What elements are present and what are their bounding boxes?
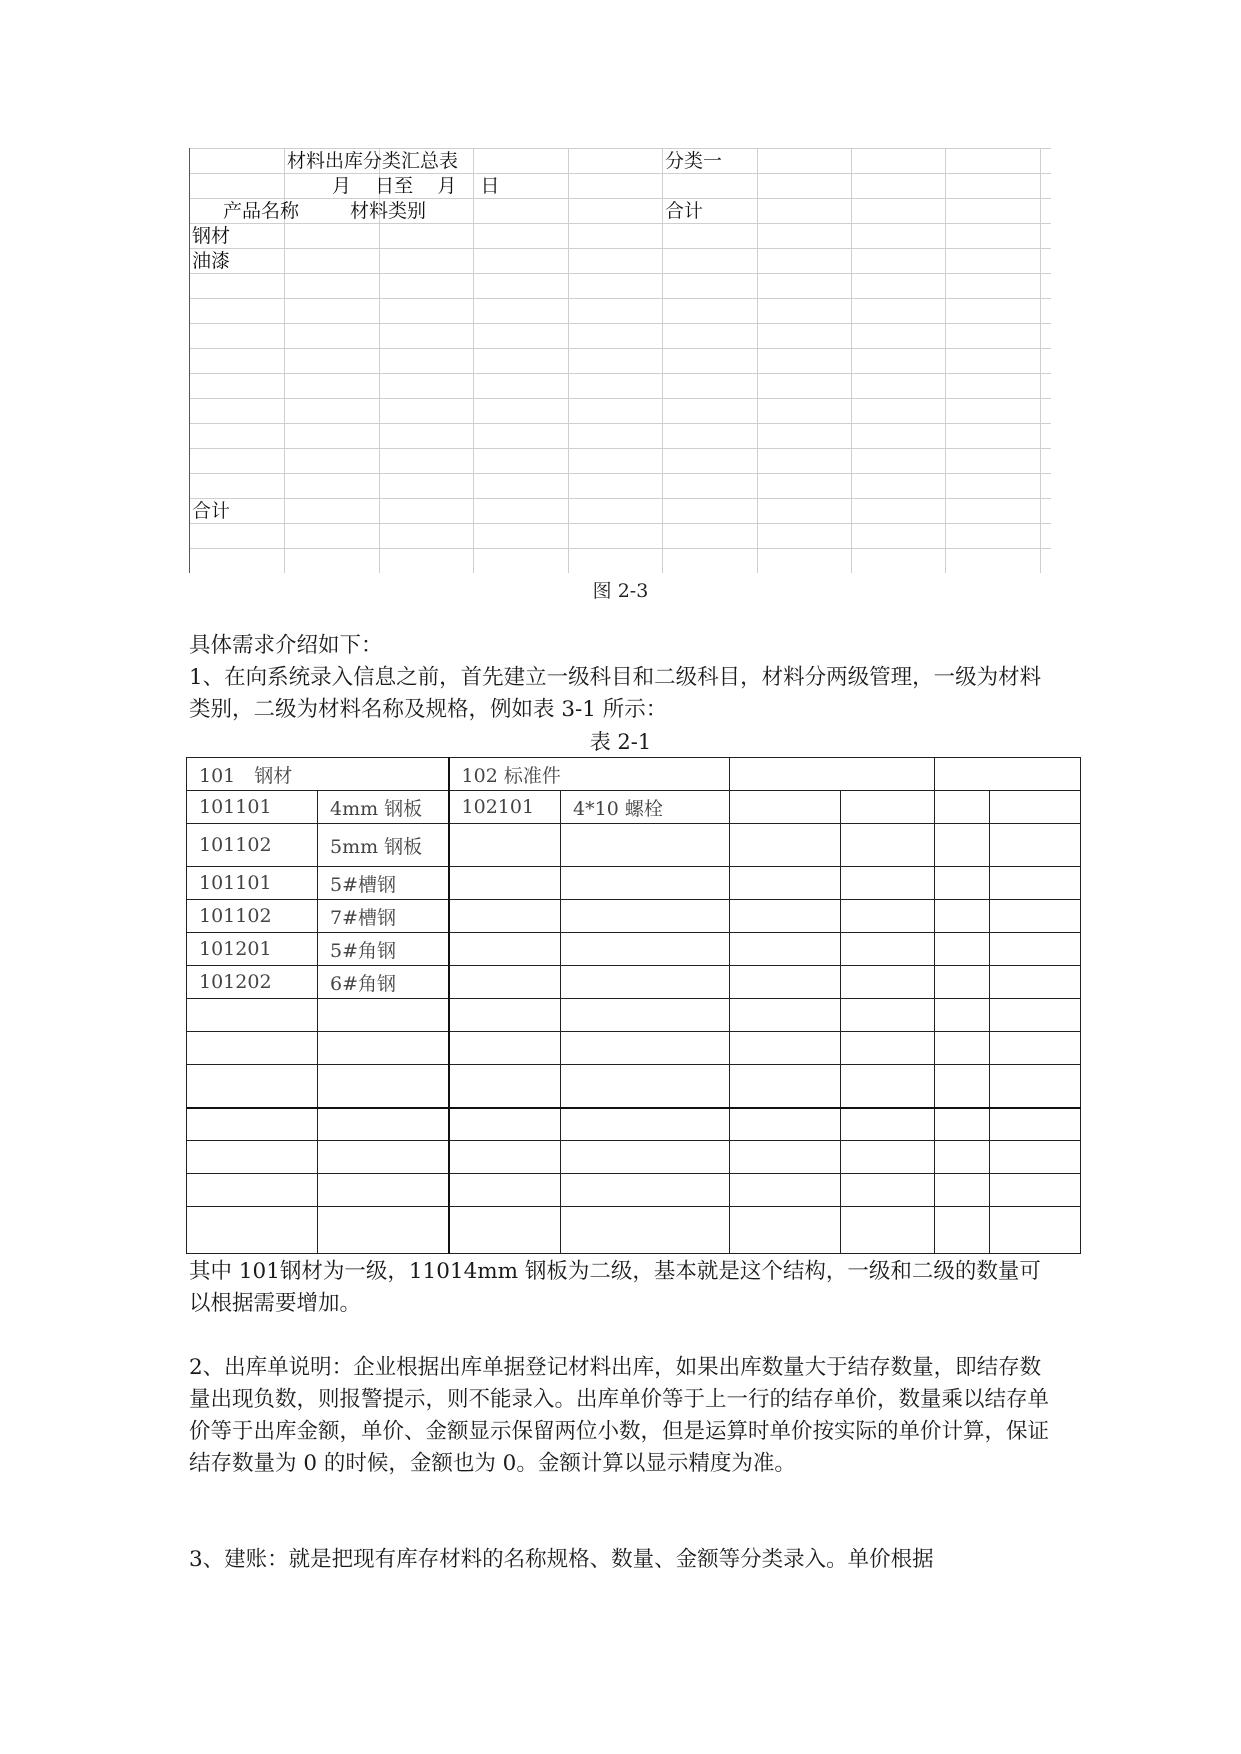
table-cell: [935, 824, 990, 867]
table-cell: [561, 1065, 730, 1108]
requirement-item-2: 2、出库单说明：企业根据出库单据登记材料出库，如果出库数量大于结存数量，即结存数量出现负数，则报警提示，则不能录入。出库单价等于上一行的结存单价，数量乘以结存单价等于出库金额，单价、金额显示保留两位小数，但是运算时单价按实际的单价计算，保证结存数量为 0 的时候，金额也为 0。金额计算以显示精度为准。: [189, 1355, 1050, 1476]
table-cell: [990, 1174, 1081, 1207]
table-cell: [561, 1207, 730, 1254]
table-cell: [935, 1108, 990, 1141]
grid-line: [189, 298, 1051, 299]
table-cell: [841, 1065, 935, 1108]
header-empty-cell: [730, 758, 935, 791]
header-empty-cell: [935, 758, 1081, 791]
table-cell: 6#角钢: [318, 966, 449, 999]
grid-line: [189, 523, 1051, 524]
table-cell: [561, 867, 730, 900]
table-cell: [449, 1141, 561, 1174]
grid-line: [189, 198, 1051, 199]
table-cell: [841, 900, 935, 933]
table-cell: 101102: [187, 900, 318, 933]
requirement-item-3: 3、建账：就是把现有库存材料的名称规格、数量、金额等分类录入。单价根据: [189, 1547, 934, 1572]
table-cell: [449, 1207, 561, 1254]
table-row: [187, 900, 1081, 933]
grid-line: [568, 148, 569, 573]
sheet-row-steel: 钢材: [192, 225, 231, 247]
material-code-table: [186, 757, 1081, 1254]
header-group-steel: 101 钢材: [187, 758, 449, 791]
table-row: [187, 999, 1081, 1032]
table-cell: [730, 1032, 841, 1065]
table-cell: [187, 1065, 318, 1108]
table-cell: [990, 1065, 1081, 1108]
sheet-header-total: 合计: [665, 200, 704, 222]
table-row: [187, 1207, 1081, 1254]
sheet-col-material-category: 材料类别: [350, 200, 427, 222]
structure-note: 其中 101钢材为一级，11014mm 钢板为二级，基本就是这个结构，一级和二级的数量可以根据需要增加。: [189, 1259, 1041, 1316]
table-cell: [318, 1174, 449, 1207]
table-cell: [318, 1141, 449, 1174]
table-cell: [990, 966, 1081, 999]
table-cell: [935, 1032, 990, 1065]
sheet-row-paint: 油漆: [192, 250, 231, 272]
table-cell: [730, 1141, 841, 1174]
table-cell: [187, 1108, 318, 1141]
table-cell: [990, 999, 1081, 1032]
table-cell: [187, 1141, 318, 1174]
table-cell: [841, 933, 935, 966]
grid-line: [189, 273, 1051, 274]
sheet-title: 材料出库分类汇总表: [287, 150, 459, 172]
table-cell: [935, 1207, 990, 1254]
table-cell: [561, 999, 730, 1032]
table-cell: [935, 1141, 990, 1174]
grid-line: [189, 498, 1051, 499]
grid-line: [189, 348, 1051, 349]
table-cell: [561, 1032, 730, 1065]
table-cell: [841, 1141, 935, 1174]
sheet-date-range: 月 日至 月 日: [332, 175, 500, 197]
figure-caption: 图 2-3: [592, 580, 649, 602]
table-row: [187, 966, 1081, 999]
grid-line: [189, 323, 1051, 324]
table-cell: 102101: [449, 791, 561, 824]
sheet-row-total: 合计: [192, 500, 231, 522]
table-cell: [318, 1207, 449, 1254]
table-cell: [318, 1108, 449, 1141]
table-cell: [990, 1032, 1081, 1065]
table-cell: 101202: [187, 966, 318, 999]
table-cell: [449, 933, 561, 966]
table-cell: [730, 824, 841, 867]
table-cell: [990, 1207, 1081, 1254]
table-cell: [561, 900, 730, 933]
grid-line: [662, 148, 663, 573]
grid-line: [189, 473, 1051, 474]
grid-line: [473, 148, 474, 573]
table-cell: [561, 824, 730, 867]
header-group-standard-parts: 102 标准件: [449, 758, 730, 791]
table-cell: [561, 1141, 730, 1174]
grid-line: [189, 223, 1051, 224]
table-cell: [449, 824, 561, 867]
table-cell: [730, 966, 841, 999]
grid-line: [189, 398, 1051, 399]
table-cell: [841, 1174, 935, 1207]
table-cell: [935, 867, 990, 900]
table-cell: [449, 867, 561, 900]
table-cell: [990, 900, 1081, 933]
table-cell: 5#角钢: [318, 933, 449, 966]
table-cell: [841, 1207, 935, 1254]
grid-line: [189, 423, 1051, 424]
grid-line: [189, 173, 1051, 174]
table-row: [187, 824, 1081, 867]
table-cell: [187, 999, 318, 1032]
table-cell: 5#槽钢: [318, 867, 449, 900]
table-cell: 7#槽钢: [318, 900, 449, 933]
table-cell: [841, 999, 935, 1032]
table-cell: [730, 867, 841, 900]
table-cell: [841, 867, 935, 900]
table-row: [187, 1174, 1081, 1207]
table-cell: [449, 1065, 561, 1108]
grid-line: [189, 548, 1051, 549]
table-cell: [318, 1065, 449, 1108]
table-cell: [561, 1108, 730, 1141]
table-cell: [730, 999, 841, 1032]
grid-line: [1040, 148, 1041, 573]
table-cell: [935, 1174, 990, 1207]
table-cell: [935, 791, 990, 824]
table-cell: [449, 1174, 561, 1207]
table-cell: 5mm 钢板: [318, 824, 449, 867]
table-cell: [561, 1174, 730, 1207]
table-cell: [187, 1207, 318, 1254]
table-caption: 表 2-1: [589, 730, 652, 754]
grid-line: [189, 148, 190, 573]
requirement-item-1: 1、在向系统录入信息之前，首先建立一级科目和二级科目，材料分两级管理，一级为材料类别，二级为材料名称及规格，例如表 3-1 所示：: [189, 665, 1042, 722]
table-cell: [730, 933, 841, 966]
grid-line: [851, 148, 852, 573]
table-cell: [730, 900, 841, 933]
table-cell: [935, 1065, 990, 1108]
table-cell: [561, 933, 730, 966]
table-cell: [841, 1032, 935, 1065]
table-cell: [990, 824, 1081, 867]
table-cell: [841, 791, 935, 824]
table-cell: [730, 1207, 841, 1254]
table-cell: [561, 966, 730, 999]
table-cell: [449, 999, 561, 1032]
table-cell: 101102: [187, 824, 318, 867]
table-cell: [449, 1032, 561, 1065]
table-row: [187, 1108, 1081, 1141]
grid-line: [189, 148, 1051, 149]
table-cell: 4mm 钢板: [318, 791, 449, 824]
grid-line: [189, 373, 1051, 374]
table-cell: [841, 966, 935, 999]
table-cell: [449, 1108, 561, 1141]
table-cell: [318, 1032, 449, 1065]
grid-line: [945, 148, 946, 573]
table-cell: [449, 900, 561, 933]
table-cell: 4*10 螺栓: [561, 791, 730, 824]
table-cell: [990, 1141, 1081, 1174]
table-cell: [730, 1174, 841, 1207]
table-cell: 101101: [187, 791, 318, 824]
grid-line: [757, 148, 758, 573]
table-row: [187, 1141, 1081, 1174]
table-cell: [730, 1108, 841, 1141]
summary-sheet-figure: [189, 148, 1051, 573]
table-cell: [990, 933, 1081, 966]
table-cell: [990, 791, 1081, 824]
table-cell: [449, 966, 561, 999]
table-cell: [935, 999, 990, 1032]
sheet-col-product-name: 产品名称: [223, 200, 300, 222]
table-row: [187, 1065, 1081, 1108]
grid-line: [189, 248, 1051, 249]
table-row: [187, 933, 1081, 966]
table-cell: [730, 791, 841, 824]
table-cell: [935, 933, 990, 966]
table-cell: [990, 867, 1081, 900]
table-row: [187, 867, 1081, 900]
table-cell: [935, 900, 990, 933]
table-cell: [187, 1174, 318, 1207]
table-cell: [318, 999, 449, 1032]
table-cell: 101101: [187, 867, 318, 900]
table-cell: [730, 1065, 841, 1108]
grid-line: [189, 448, 1051, 449]
table-cell: [187, 1032, 318, 1065]
table-cell: [990, 1108, 1081, 1141]
table-cell: [841, 1108, 935, 1141]
table-cell: [935, 966, 990, 999]
requirements-heading: 具体需求介绍如下：: [189, 633, 383, 658]
table-cell: [841, 824, 935, 867]
table-row: [187, 791, 1081, 824]
table-cell: 101201: [187, 933, 318, 966]
table-row: [187, 1032, 1081, 1065]
table-header-row: [187, 758, 1081, 791]
sheet-category-one: 分类一: [665, 150, 723, 172]
